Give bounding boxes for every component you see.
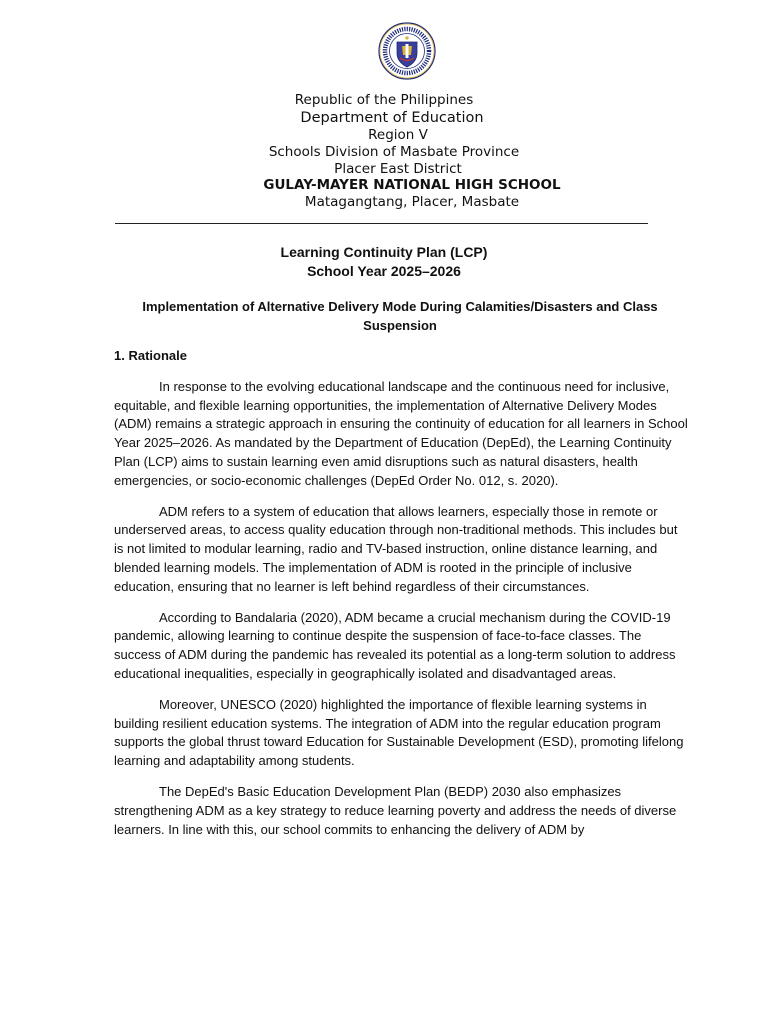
school-address: Matagangtang, Placer, Masbate: [304, 194, 520, 210]
region-name: Region V: [368, 127, 428, 143]
division-name: Schools Division of Masbate Province: [268, 144, 520, 160]
paragraph: In response to the evolving educational landscape and the continuous need for inclusive, equitable, and flexible learning opportunities, the implementation of Alternative Delivery Modes (ADM) remains a strategic approach in ensuring the continuity of education for all learners in School Year 2025–2026. As mandated by the Department of Education (DepEd), the Learning Continuity Plan (LCP) aims to sustain learning even amid disruptions such as natural disasters, health emergencies, or socio-economic challenges (DepEd Order No. 012, s. 2020).: [114, 379, 688, 488]
paragraph: According to Bandalaria (2020), ADM became a crucial mechanism during the COVID-19 pandemic, allowing learning to continue despite the suspension of face-to-face classes. The success of ADM during the pandemic has revealed its potential as a long-term solution to address educational inequalities, especially in geographically isolated and disadvantaged areas.: [114, 609, 676, 681]
document-subtitle: Implementation of Alternative Delivery Mode During Calamities/Disasters and Class Suspension: [142, 299, 658, 333]
rationale-body: [114, 378, 689, 852]
department-name: Department of Education: [300, 110, 484, 126]
school-name: GULAY-MAYER NATIONAL HIGH SCHOOL: [263, 177, 561, 193]
district-name: Placer East District: [334, 161, 462, 177]
school-year: School Year 2025–2026: [307, 263, 461, 279]
document-title: Learning Continuity Plan (LCP): [280, 244, 488, 260]
letterhead-divider: [115, 223, 648, 224]
paragraph: ADM refers to a system of education that allows learners, especially those in remote or underserved areas, to access quality education through non-traditional methods. This includes but is not limited to modular learning, radio and TV-based instruction, online distance learning, and blended learning models. The implementation of ADM is rooted in the principle of inclusive education, ensuring that no learner is left behind regardless of their circumstances.: [114, 503, 678, 594]
country-name: Republic of the Philippines: [294, 92, 474, 108]
section-heading: 1. Rationale: [114, 348, 187, 363]
paragraph: Moreover, UNESCO (2020) highlighted the importance of flexible learning systems in building resilient education systems. The integration of ADM into the regular education program supports the global thrust toward Education for Sustainable Development (ESD), promoting lifelong learning and adaptability among students.: [114, 697, 684, 769]
paragraph: The DepEd's Basic Education Development Plan (BEDP) 2030 also emphasizes strengthening ADM as a key strategy to reduce learning poverty and address the needs of diverse learners. In line with this, our school commits to enhancing the delivery of ADM by: [114, 784, 677, 837]
